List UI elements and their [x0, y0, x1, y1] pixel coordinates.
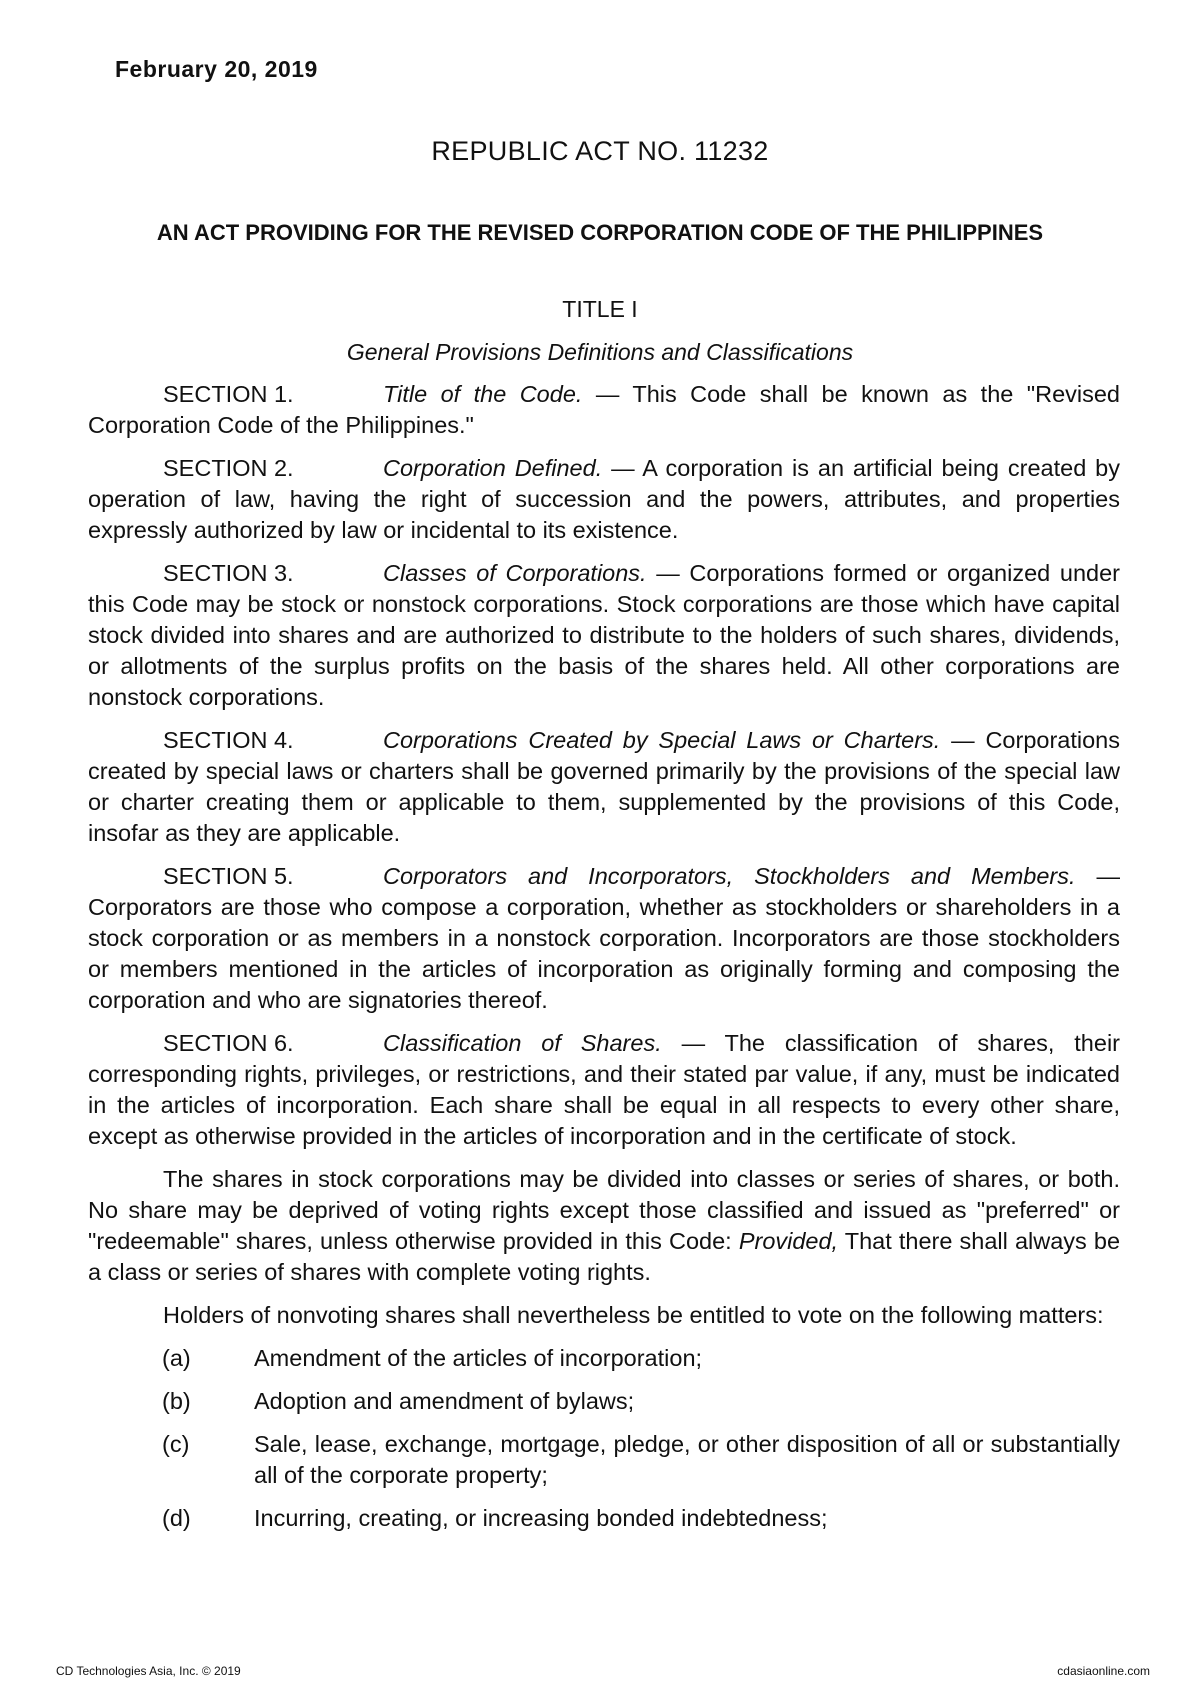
section-text: — Corporators are those who compose a corporation, whether as stockholders or shareholders in a stock corporation or as members in a nonstock corporation. Incorporators are those stockholders or members mentioned in the articles of incorporation as originally forming and composing the corporation and who are signatories thereof.	[88, 863, 1120, 1013]
section-text: — This Code shall be known as the "Revised Corporation Code of the Philippines."	[88, 381, 1120, 438]
paragraph-text: The shares in stock corporations may be divided into classes or series of shares, or both. No share may be deprived of voting rights except those classified and issued as "preferred" or "redeemable" shares, unless otherwise provided in this Code:	[88, 1166, 1120, 1254]
section-text: — Corporations formed or organized under this Code may be stock or nonstock corporations. Stock corporations are those which have capital stock divided into shares and are authorized to distribute to the holders of such shares, dividends, or allotments of the surplus profits on the basis of the shares held. All other corporations are nonstock corporations.	[88, 560, 1120, 710]
act-title: AN ACT PROVIDING FOR THE REVISED CORPORATION CODE OF THE PHILIPPINES	[156, 220, 1044, 245]
footer-copyright: CD Technologies Asia, Inc. © 2019	[56, 1664, 241, 1678]
item-label: (c)	[162, 1431, 190, 1457]
list-item	[88, 1343, 1120, 1374]
item-text: Amendment of the articles of incorporation;	[254, 1345, 703, 1371]
section-number: SECTION 6.	[163, 1030, 294, 1056]
footer-site: cdasiaonline.com	[1057, 1664, 1150, 1678]
paragraph-text-end: That there shall always be a class or series of shares with complete voting rights.	[88, 1228, 1121, 1285]
section-text: — A corporation is an artificial being created by operation of law, having the right of succession and the powers, attributes, and properties expressly authorized by law or incidental to its existence.	[88, 455, 1120, 543]
section-heading: Classes of Corporations.	[383, 560, 647, 586]
list-item	[88, 1503, 1120, 1534]
item-text: Incurring, creating, or increasing bonded indebtedness;	[254, 1505, 828, 1531]
title-subtitle: General Provisions Definitions and Classifications	[346, 339, 854, 365]
act-number: REPUBLIC ACT NO. 11232	[431, 136, 769, 166]
list-item	[88, 1429, 1120, 1491]
title-heading: TITLE I	[562, 296, 638, 322]
section-text: — Corporations created by special laws or charters shall be governed primarily by the provisions of the special law or charter creating them or applicable to them, supplemented by the provisions of this Code, insofar as they are applicable.	[88, 727, 1120, 846]
item-label: (d)	[162, 1505, 191, 1531]
section-heading: Classification of Shares.	[383, 1030, 662, 1056]
section-5	[88, 861, 1120, 1016]
document-date: February 20, 2019	[115, 56, 318, 82]
proviso-word: Provided,	[738, 1228, 839, 1254]
section-4	[88, 725, 1120, 849]
section-2	[88, 453, 1120, 546]
item-label: (a)	[162, 1345, 191, 1371]
item-label: (b)	[162, 1388, 191, 1414]
section-1	[88, 379, 1120, 441]
document-body	[88, 379, 1120, 1546]
section-number: SECTION 4.	[163, 727, 294, 753]
section-number: SECTION 2.	[163, 455, 294, 481]
section-3	[88, 558, 1120, 713]
section-heading: Corporation Defined.	[383, 455, 603, 481]
section-number: SECTION 5.	[163, 863, 294, 889]
item-text: Adoption and amendment of bylaws;	[254, 1388, 635, 1414]
section-text: — The classification of shares, their corresponding rights, privileges, or restrictions, and their stated par value, if any, must be indicated in the articles of incorporation. Each share shall be equal in all respects to every other share, except as otherwise provided in the articles of incorporation and in the certificate of stock.	[88, 1030, 1120, 1149]
paragraph-share-classes	[88, 1164, 1120, 1288]
section-number: SECTION 3.	[163, 560, 294, 586]
section-6	[88, 1028, 1120, 1152]
section-heading: Corporations Created by Special Laws or Charters.	[383, 727, 941, 753]
section-heading: Corporators and Incorporators, Stockholders and Members.	[383, 863, 1076, 889]
section-heading: Title of the Code.	[383, 381, 583, 407]
paragraph-nonvoting: Holders of nonvoting shares shall nevertheless be entitled to vote on the following matters:	[163, 1302, 1104, 1328]
list-item	[88, 1386, 1120, 1417]
section-number: SECTION 1.	[163, 381, 294, 407]
item-text: Sale, lease, exchange, mortgage, pledge, or other disposition of all or substantially all of the corporate property;	[254, 1431, 1120, 1488]
